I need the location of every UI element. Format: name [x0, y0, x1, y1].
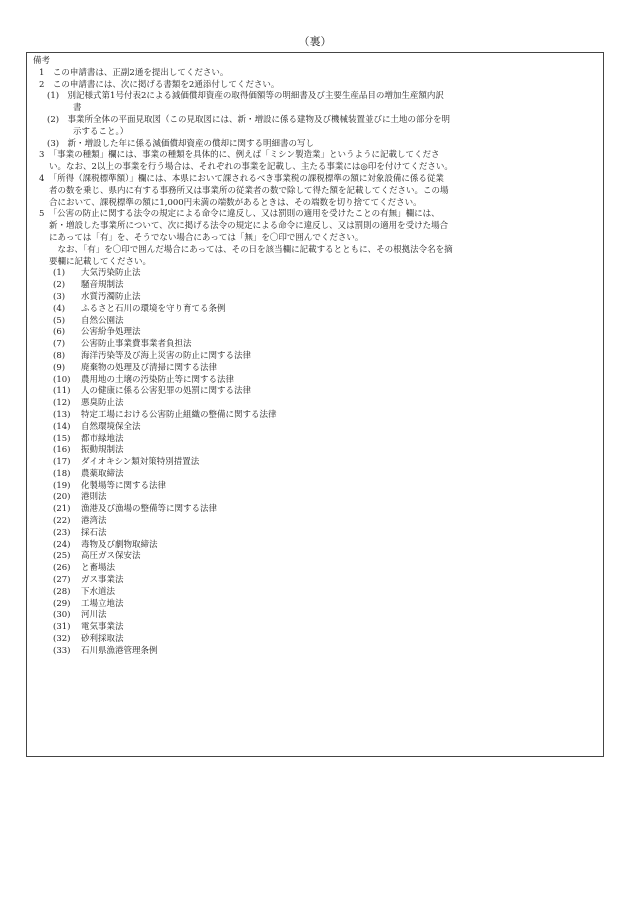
law-number: (23) [53, 527, 71, 538]
law-name: ダイオキシン類対策特別措置法 [81, 457, 200, 468]
remarks-content [33, 56, 597, 658]
remark-line: 要欄に記載してください。 [49, 256, 152, 267]
law-list-item [33, 304, 597, 316]
law-number: (10) [53, 374, 71, 385]
law-list-item [33, 599, 597, 611]
law-name: 公害紛争処理法 [81, 327, 141, 338]
page-heading: （裏） [298, 35, 332, 48]
law-list-item [33, 280, 597, 292]
law-list-item [33, 575, 597, 587]
law-number: (14) [53, 421, 71, 432]
remark-line: い。なお、2以上の事業を行う場合は、それぞれの事業を記載し、主たる事業には◎印を付けてください。 [49, 162, 453, 173]
law-list-item [33, 375, 597, 387]
law-name: 大気汚染防止法 [81, 268, 141, 279]
law-name: 砂利採取法 [81, 634, 124, 645]
law-name: 騒音規制法 [81, 280, 124, 291]
law-list-item [33, 445, 597, 457]
law-list-item [33, 516, 597, 528]
law-name: 漁港及び漁場の整備等に関する法律 [81, 504, 218, 515]
law-number: (1) [53, 268, 66, 279]
law-number: (13) [53, 409, 71, 420]
law-number: (16) [53, 445, 71, 456]
law-number: (11) [53, 386, 71, 397]
law-number: (26) [53, 563, 71, 574]
remarks-title: 備考 [33, 56, 51, 66]
law-list-item [33, 551, 597, 563]
law-name: 石川県漁港管理条例 [81, 645, 158, 656]
remark-line: 示すること。） [73, 126, 129, 137]
law-name: 水質汚濁防止法 [81, 291, 141, 302]
law-name: 悪臭防止法 [81, 398, 124, 409]
law-list-item [33, 292, 597, 304]
law-list-item [33, 363, 597, 375]
remark-line: にあっては「有」を、そうでない場合にあっては「無」を〇印で囲んでください。 [49, 232, 364, 243]
remark-line: (1) 別記様式第1号付表2による減価償却資産の取得価額等の明細書及び主要生産品目の増加生産額内訳 [47, 91, 444, 102]
remark-line: 合において、課税標準の額に1,000円未満の端数があるときは、その端数を切り捨ててください。 [49, 197, 422, 208]
law-list-item [33, 563, 597, 575]
law-number: (2) [53, 280, 66, 291]
law-name: 特定工場における公害防止組織の整備に関する法律 [81, 409, 277, 420]
law-name: ガス事業法 [81, 575, 124, 586]
law-name: と畜場法 [81, 563, 116, 574]
remark-line: (2) 事業所全体の平面見取図（この見取図には、新・増設に係る建物及び機械装置並びに土地の部分を明 [47, 114, 451, 125]
law-list-item [33, 422, 597, 434]
law-number: (24) [53, 539, 71, 550]
law-number: (20) [53, 492, 71, 503]
law-name: 海洋汚染等及び海上災害の防止に関する法律 [81, 350, 252, 361]
law-name: 港湾法 [81, 516, 107, 527]
law-list-item [33, 528, 597, 540]
law-list [33, 268, 597, 657]
law-number: (12) [53, 398, 71, 409]
law-list-item [33, 622, 597, 634]
remark-line: 者の数を乗じ、県内に有する事務所又は事業所の従業者の数で除して得た額を記載してください。この場 [49, 185, 449, 196]
law-number: (17) [53, 457, 71, 468]
law-name: 自然公園法 [81, 315, 124, 326]
law-list-item [33, 492, 597, 504]
law-number: (28) [53, 586, 71, 597]
law-number: (5) [53, 315, 66, 326]
law-list-item [33, 457, 597, 469]
law-list-item [33, 339, 597, 351]
law-number: (31) [53, 622, 71, 633]
law-list-item [33, 646, 597, 658]
law-number: (30) [53, 610, 71, 621]
law-number: (4) [53, 303, 66, 314]
law-list-item [33, 469, 597, 481]
remark-line: (3) 新・増設した年に係る減価償却資産の償却に関する明細書の写し [47, 138, 315, 149]
law-number: (27) [53, 575, 71, 586]
law-number: (15) [53, 433, 71, 444]
law-number: (9) [53, 362, 66, 373]
remark-line: なお、「有」を〇印で囲んだ場合にあっては、その日を該当欄に記載するとともに、その根拠法令名を摘 [49, 244, 453, 255]
law-name: 人の健康に係る公害犯罪の処罰に関する法律 [81, 386, 252, 397]
law-number: (18) [53, 468, 71, 479]
law-name: 自然環境保全法 [81, 421, 141, 432]
law-list-item [33, 410, 597, 422]
law-list-item [33, 386, 597, 398]
law-name: 港則法 [81, 492, 107, 503]
law-name: 公害防止事業費事業者負担法 [81, 339, 192, 350]
remark-line: 新・増設した事業所について、次に掲げる法令の規定による命令に違反し、又は罰則の適用を受けた場合 [49, 221, 449, 232]
law-number: (22) [53, 516, 71, 527]
remarks-frame [26, 52, 604, 757]
law-list-item [33, 268, 597, 280]
law-name: 下水道法 [81, 586, 116, 597]
law-name: 農薬取締法 [81, 468, 124, 479]
law-list-item [33, 481, 597, 493]
law-name: 廃棄物の処理及び清掃に関する法律 [81, 362, 218, 373]
law-list-item [33, 634, 597, 646]
remarks-lines [33, 68, 597, 269]
law-name: 農用地の土壌の汚染防止等に関する法律 [81, 374, 235, 385]
law-number: (8) [53, 350, 66, 361]
law-name: 毒物及び劇物取締法 [81, 539, 158, 550]
law-number: (19) [53, 480, 71, 491]
remark-line: 3 「事業の種類」欄には、事業の種類を具体的に、例えば「ミシン製造業」というように記載してくださ [39, 150, 440, 161]
law-number: (33) [53, 645, 71, 656]
law-list-item [33, 316, 597, 328]
law-number: (25) [53, 551, 71, 562]
law-name: 工場立地法 [81, 598, 124, 609]
law-number: (6) [53, 327, 66, 338]
law-list-item [33, 434, 597, 446]
law-number: (7) [53, 339, 66, 350]
law-number: (3) [53, 291, 66, 302]
law-list-item [33, 327, 597, 339]
remark-line: 書 [73, 103, 82, 114]
law-name: 都市緑地法 [81, 433, 124, 444]
law-name: 高圧ガス保安法 [81, 551, 141, 562]
remark-line: 2 この申請書には、次に掲げる書類を2通添付してください。 [39, 79, 280, 90]
remark-line: 4 「所得（課税標準額）」欄には、本県において課されるべき事業税の課税標準の額に対象設備に係る従業 [39, 173, 444, 184]
law-number: (29) [53, 598, 71, 609]
law-name: 河川法 [81, 610, 107, 621]
law-list-item [33, 610, 597, 622]
law-list-item [33, 587, 597, 599]
law-list-item [33, 398, 597, 410]
law-name: ふるさと石川の環境を守り育てる条例 [81, 303, 226, 314]
law-name: 電気事業法 [81, 622, 124, 633]
law-list-item [33, 540, 597, 552]
law-list-item [33, 504, 597, 516]
law-list-item [33, 351, 597, 363]
law-number: (21) [53, 504, 71, 515]
law-name: 採石法 [81, 527, 107, 538]
law-name: 振動規制法 [81, 445, 124, 456]
remark-line: 5 「公害の防止に関する法令の規定による命令に違反し、又は罰則の適用を受けたことの有無」欄には、 [39, 209, 440, 220]
law-name: 化製場等に関する法律 [81, 480, 167, 491]
law-number: (32) [53, 634, 71, 645]
remark-line: 1 この申請書は、正副2通を提出してください。 [39, 67, 229, 78]
